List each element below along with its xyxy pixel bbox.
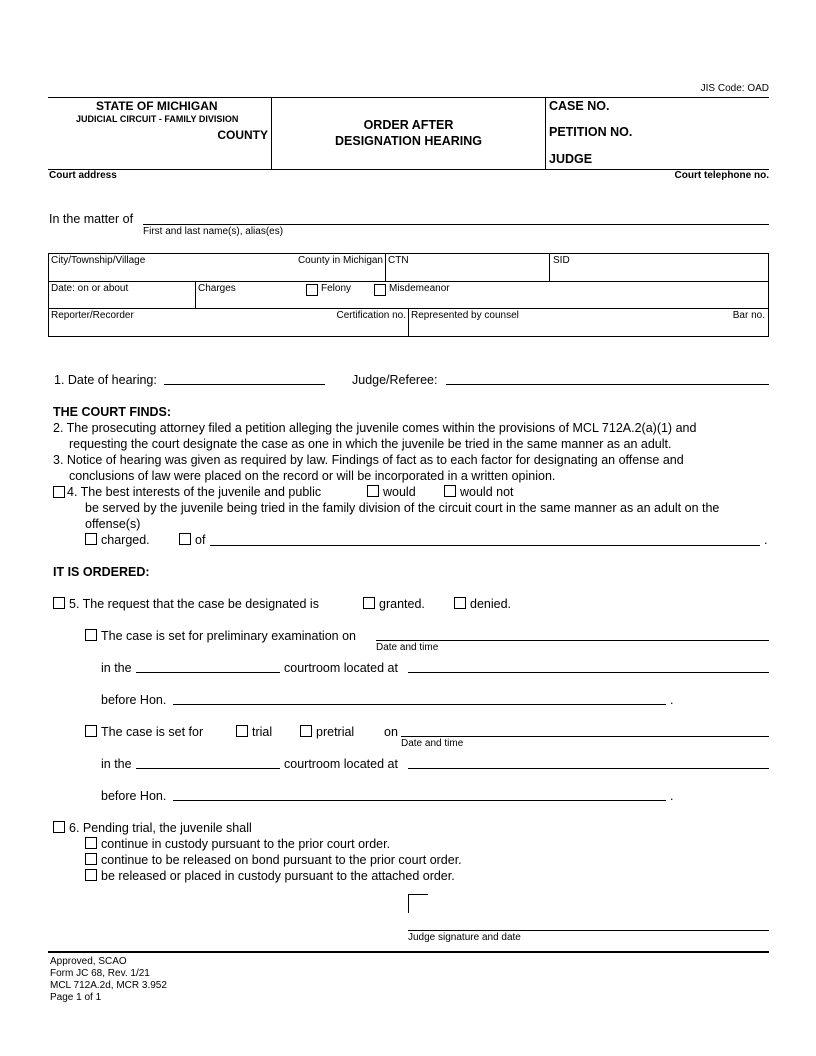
would-label: would — [383, 485, 416, 499]
offense-period: . — [764, 533, 768, 547]
felony-label: Felony — [321, 283, 352, 294]
trial-in-the-label: in the — [101, 757, 132, 771]
pretrial-label: pretrial — [316, 725, 355, 739]
charged-checkbox[interactable] — [85, 533, 97, 545]
footer-form-number: Form JC 68, Rev. 1/21 — [50, 968, 150, 979]
judge-referee-field[interactable] — [446, 384, 769, 385]
trial-period: . — [670, 789, 674, 803]
header-bottom-rule — [48, 169, 769, 170]
prelim-date-field[interactable] — [376, 640, 769, 641]
footer-page: Page 1 of 1 — [50, 992, 102, 1003]
court-finds-heading: THE COURT FINDS: — [53, 405, 172, 419]
represented-label: Represented by counsel — [411, 310, 519, 321]
trial-before-hon-label: before Hon. — [101, 789, 167, 803]
header-divider-right — [545, 97, 546, 170]
of-label: of — [195, 533, 206, 547]
prelim-before-hon-label: before Hon. — [101, 693, 167, 707]
set-for-label: The case is set for — [101, 725, 204, 739]
finding-4-line3: offense(s) — [85, 517, 141, 531]
date-of-hearing-label: 1. Date of hearing: — [54, 373, 157, 387]
trial-label: trial — [252, 725, 273, 739]
matter-label: In the matter of — [49, 212, 134, 226]
county-michigan-label: County in Michigan — [297, 255, 383, 266]
footer-mcl: MCL 712A.2d, MCR 3.952 — [50, 980, 167, 991]
sid-label: SID — [553, 255, 570, 266]
grid-col-sid — [549, 253, 550, 281]
offense-field[interactable] — [210, 545, 760, 546]
trial-location-field[interactable] — [408, 768, 769, 769]
judge-referee-label: Judge/Referee: — [352, 373, 438, 387]
matter-sublabel: First and last name(s), alias(es) — [143, 226, 284, 237]
denied-checkbox[interactable] — [454, 597, 466, 609]
petition-no-label: PETITION NO. — [549, 125, 633, 139]
trial-checkbox[interactable] — [236, 725, 248, 737]
misdemeanor-label: Misdemeanor — [389, 283, 450, 294]
ctn-label: CTN — [388, 255, 409, 266]
case-no-label: CASE NO. — [549, 99, 610, 113]
trial-courtroom-label: courtroom located at — [284, 757, 398, 771]
form-title-line1: ORDER AFTER — [363, 118, 454, 132]
of-checkbox[interactable] — [179, 533, 191, 545]
finding-4-checkbox[interactable] — [53, 486, 65, 498]
granted-checkbox[interactable] — [363, 597, 375, 609]
footer-approved: Approved, SCAO — [50, 956, 127, 967]
finding-4-line2: be served by the juvenile being tried in the family division of the circuit court in the same manner as an adult on the — [85, 501, 720, 515]
item-6-checkbox[interactable] — [53, 821, 65, 833]
judge-label: JUDGE — [549, 152, 593, 166]
state-name: STATE OF MICHIGAN — [96, 99, 218, 113]
prelim-in-the-label: in the — [101, 661, 132, 675]
finding-3-line1: 3. Notice of hearing was given as required by law. Findings of fact as to each factor for designating an offense and — [53, 453, 684, 467]
trial-date-field[interactable] — [401, 736, 769, 737]
footer-rule — [48, 951, 769, 953]
judge-signature-field[interactable] — [408, 930, 769, 931]
reporter-label: Reporter/Recorder — [51, 310, 134, 321]
date-of-hearing-field[interactable] — [164, 384, 325, 385]
court-address-label: Court address — [49, 170, 117, 181]
item-5-checkbox[interactable] — [53, 597, 65, 609]
prelim-courtroom-field[interactable] — [136, 672, 280, 673]
bond-checkbox[interactable] — [85, 853, 97, 865]
grid-col-charges — [195, 281, 196, 308]
charged-label: charged. — [101, 533, 150, 547]
set-for-checkbox[interactable] — [85, 725, 97, 737]
court-telephone-label: Court telephone no. — [674, 170, 769, 181]
trial-on-label: on — [384, 725, 398, 739]
circuit-name: JUDICIAL CIRCUIT - FAMILY DIVISION — [76, 114, 239, 124]
prelim-courtroom-label: courtroom located at — [284, 661, 398, 675]
finding-4-text: 4. The best interests of the juvenile and public — [67, 485, 322, 499]
denied-label: denied. — [470, 597, 512, 611]
custody-label: continue in custody pursuant to the prior court order. — [101, 837, 391, 851]
county-label: COUNTY — [217, 128, 268, 142]
item-6-text: 6. Pending trial, the juvenile shall — [69, 821, 252, 835]
matter-name-field[interactable] — [143, 224, 769, 225]
grid-row-divider-1 — [48, 281, 769, 282]
granted-label: granted. — [379, 597, 425, 611]
prelim-hon-field[interactable] — [173, 704, 666, 705]
grid-col-ctn — [385, 253, 386, 281]
prelim-period: . — [670, 693, 674, 707]
trial-date-sublabel: Date and time — [401, 738, 464, 749]
attached-order-label: be released or placed in custody pursuant to the attached order. — [101, 869, 455, 883]
signature-corner-vertical — [408, 894, 409, 913]
certification-label: Certification no. — [336, 310, 406, 321]
prelim-exam-checkbox[interactable] — [85, 629, 97, 641]
jis-code: JIS Code: OAD — [700, 83, 769, 94]
prelim-location-field[interactable] — [408, 672, 769, 673]
custody-checkbox[interactable] — [85, 837, 97, 849]
would-checkbox[interactable] — [367, 485, 379, 497]
judge-signature-label: Judge signature and date — [408, 932, 521, 943]
would-not-label: would not — [460, 485, 514, 499]
form-title-line2: DESIGNATION HEARING — [335, 134, 482, 148]
item-5-text: 5. The request that the case be designated is — [69, 597, 319, 611]
misdemeanor-checkbox[interactable] — [374, 284, 386, 296]
prelim-exam-label: The case is set for preliminary examination on — [101, 629, 356, 643]
ordered-heading: IT IS ORDERED: — [53, 565, 150, 579]
attached-order-checkbox[interactable] — [85, 869, 97, 881]
finding-2-line2: requesting the court designate the case as one in which the juvenile be tried in the same manner as an adult. — [69, 437, 672, 451]
grid-col-counsel — [408, 308, 409, 337]
felony-checkbox[interactable] — [306, 284, 318, 296]
trial-hon-field[interactable] — [173, 800, 666, 801]
bar-no-label: Bar no. — [732, 310, 765, 321]
finding-2-line1: 2. The prosecuting attorney filed a petition alleging the juvenile comes within the provisions of MCL 712A.2(a)(1) and — [53, 421, 697, 435]
trial-courtroom-field[interactable] — [136, 768, 280, 769]
signature-corner-horizontal — [408, 894, 428, 895]
pretrial-checkbox[interactable] — [300, 725, 312, 737]
city-label: City/Township/Village — [51, 255, 146, 266]
charges-label: Charges — [198, 283, 236, 294]
bond-label: continue to be released on bond pursuant to the prior court order. — [101, 853, 462, 867]
prelim-date-sublabel: Date and time — [376, 642, 439, 653]
date-label: Date: on or about — [51, 283, 129, 294]
header-top-rule — [48, 97, 769, 98]
finding-3-line2: conclusions of law were placed on the record or will be incorporated in a written opinion. — [69, 469, 556, 483]
would-not-checkbox[interactable] — [444, 485, 456, 497]
